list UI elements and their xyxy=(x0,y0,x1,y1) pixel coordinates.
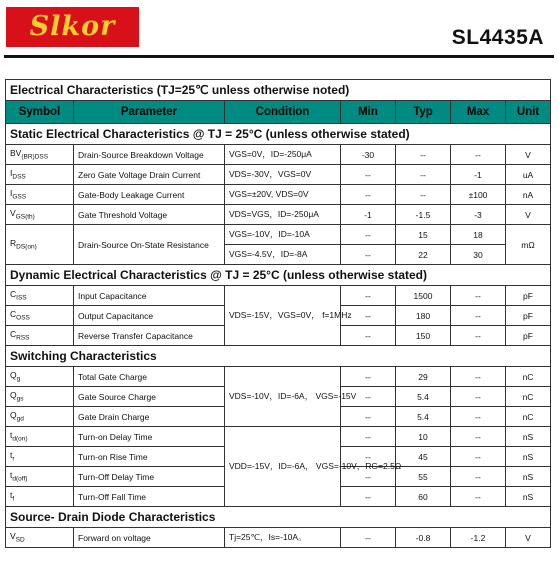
unit-cell: nS xyxy=(506,487,551,507)
column-header: Typ xyxy=(396,101,451,124)
max-cell: 18 xyxy=(451,225,506,245)
symbol-cell xyxy=(6,306,74,326)
symbol-subscript: d(off) xyxy=(12,475,28,483)
unit-cell: nC xyxy=(506,387,551,407)
min-cell: -- xyxy=(341,407,396,427)
unit-cell: nS xyxy=(506,427,551,447)
section-row xyxy=(6,124,551,145)
table-row xyxy=(6,185,551,205)
parameter-cell: Gate Source Charge xyxy=(74,387,225,407)
min-cell: -- xyxy=(341,185,396,205)
symbol-cell xyxy=(6,225,74,265)
condition-cell: VGS=0V，ID=-250μA xyxy=(225,145,341,165)
unit-cell: nS xyxy=(506,467,551,487)
parameter-cell: Total Gate Charge xyxy=(74,367,225,387)
max-cell: -- xyxy=(451,387,506,407)
symbol-cell xyxy=(6,145,74,165)
symbol-text: Q xyxy=(10,370,17,381)
condition-cell: VDS=VGS，ID=-250μA xyxy=(225,205,341,225)
max-cell: -- xyxy=(451,427,506,447)
symbol-text: t xyxy=(10,470,13,481)
brand-logo xyxy=(6,7,139,47)
symbol-cell xyxy=(6,165,74,185)
symbol-text: I xyxy=(10,168,13,179)
typ-cell: 5.4 xyxy=(396,407,451,427)
symbol-cell xyxy=(6,467,74,487)
electrical-characteristics-table xyxy=(5,79,551,548)
column-header: Max xyxy=(451,101,506,124)
typ-cell: 45 xyxy=(396,447,451,467)
symbol-subscript: f xyxy=(12,495,15,503)
unit-cell: nA xyxy=(506,185,551,205)
column-header: Symbol xyxy=(6,101,74,124)
condition-cell: Tj=25℃，Is=-10A。 xyxy=(225,528,341,548)
condition-cell: VDD=-15V，ID=-6A， VGS=-10V，RG=2.5Ω xyxy=(225,427,341,507)
unit-cell: mΩ xyxy=(506,225,551,265)
min-cell: -- xyxy=(341,387,396,407)
typ-cell: -- xyxy=(396,165,451,185)
max-cell: -- xyxy=(451,306,506,326)
condition-cell: VGS=-10V，ID=-10A xyxy=(225,225,341,245)
parameter-cell: Turn-on Delay Time xyxy=(74,427,225,447)
section-row xyxy=(6,507,551,528)
section-title: Switching Characteristics xyxy=(6,346,551,367)
symbol-text: I xyxy=(10,188,13,199)
symbol-text: Q xyxy=(10,410,17,421)
symbol-subscript: RSS xyxy=(16,334,30,342)
table-row xyxy=(6,145,551,165)
parameter-cell: Reverse Transfer Capacitance xyxy=(74,326,225,346)
unit-cell: V xyxy=(506,205,551,225)
min-cell: -30 xyxy=(341,145,396,165)
max-cell: -- xyxy=(451,447,506,467)
symbol-text: R xyxy=(10,238,17,249)
max-cell: -1 xyxy=(451,165,506,185)
symbol-cell xyxy=(6,407,74,427)
typ-cell: -- xyxy=(396,185,451,205)
symbol-subscript: r xyxy=(12,455,15,463)
parameter-cell: Drain-Source Breakdown Voltage xyxy=(74,145,225,165)
section-title: Dynamic Electrical Characteristics @ TJ = 25°C (unless otherwise stated) xyxy=(6,265,551,286)
min-cell: -- xyxy=(341,245,396,265)
symbol-cell xyxy=(6,427,74,447)
parameter-cell: Input Capacitance xyxy=(74,286,225,306)
symbol-cell xyxy=(6,387,74,407)
typ-cell: 180 xyxy=(396,306,451,326)
max-cell: -- xyxy=(451,407,506,427)
table-row xyxy=(6,528,551,548)
table-row xyxy=(6,205,551,225)
typ-cell: 29 xyxy=(396,367,451,387)
unit-cell: nC xyxy=(506,407,551,427)
parameter-cell: Forward on voltage xyxy=(74,528,225,548)
unit-cell: pF xyxy=(506,326,551,346)
header-divider xyxy=(4,55,554,58)
symbol-text: t xyxy=(10,450,13,461)
column-header: Parameter xyxy=(74,101,225,124)
symbol-text: Q xyxy=(10,390,17,401)
symbol-text: C xyxy=(10,329,17,340)
unit-cell: V xyxy=(506,145,551,165)
parameter-cell: Gate-Body Leakage Current xyxy=(74,185,225,205)
min-cell: -- xyxy=(341,165,396,185)
min-cell: -- xyxy=(341,326,396,346)
symbol-subscript: OSS xyxy=(16,314,30,322)
condition-cell: VDS=-10V，ID=-6A， VGS=-15V xyxy=(225,367,341,427)
condition-cell: VDS=-30V，VGS=0V xyxy=(225,165,341,185)
symbol-subscript: g xyxy=(16,375,21,383)
table-row xyxy=(6,427,551,447)
parameter-cell: Output Capacitance xyxy=(74,306,225,326)
symbol-cell xyxy=(6,205,74,225)
max-cell: -- xyxy=(451,326,506,346)
symbol-cell xyxy=(6,487,74,507)
max-cell: -1.2 xyxy=(451,528,506,548)
parameter-cell: Zero Gate Voltage Drain Current xyxy=(74,165,225,185)
max-cell: -- xyxy=(451,467,506,487)
typ-cell: 15 xyxy=(396,225,451,245)
symbol-text: C xyxy=(10,289,17,300)
parameter-cell: Gate Drain Charge xyxy=(74,407,225,427)
min-cell: -- xyxy=(341,225,396,245)
min-cell: -- xyxy=(341,286,396,306)
symbol-subscript: gs xyxy=(16,395,24,403)
unit-cell: pF xyxy=(506,286,551,306)
section-title: Static Electrical Characteristics @ TJ = 25°C (unless otherwise stated) xyxy=(6,124,551,145)
symbol-subscript: DS(on) xyxy=(16,243,37,251)
min-cell: -- xyxy=(341,306,396,326)
column-header: Condition xyxy=(225,101,341,124)
unit-cell: uA xyxy=(506,165,551,185)
column-header: Min xyxy=(341,101,396,124)
max-cell: -3 xyxy=(451,205,506,225)
table-header-row xyxy=(6,101,551,124)
symbol-text: t xyxy=(10,490,13,501)
typ-cell: 55 xyxy=(396,467,451,487)
symbol-subscript: (BR)DSS xyxy=(21,153,49,161)
table-row xyxy=(6,367,551,387)
min-cell: -- xyxy=(341,367,396,387)
symbol-cell xyxy=(6,528,74,548)
column-header: Unit xyxy=(506,101,551,124)
unit-cell: pF xyxy=(506,306,551,326)
symbol-subscript: GS(th) xyxy=(15,213,35,221)
symbol-text: C xyxy=(10,309,17,320)
min-cell: -- xyxy=(341,427,396,447)
typ-cell: -1.5 xyxy=(396,205,451,225)
symbol-cell xyxy=(6,367,74,387)
typ-cell: -0.8 xyxy=(396,528,451,548)
parameter-cell: Turn-Off Delay Time xyxy=(74,467,225,487)
symbol-text: BV xyxy=(10,148,22,159)
condition-cell: VGS=±20V, VDS=0V xyxy=(225,185,341,205)
typ-cell: 1500 xyxy=(396,286,451,306)
symbol-cell xyxy=(6,286,74,306)
section-title: Source- Drain Diode Characteristics xyxy=(6,507,551,528)
part-number: SL4435A xyxy=(451,26,544,49)
unit-cell: V xyxy=(506,528,551,548)
typ-cell: 60 xyxy=(396,487,451,507)
min-cell: -- xyxy=(341,447,396,467)
min-cell: -- xyxy=(341,487,396,507)
min-cell: -- xyxy=(341,528,396,548)
max-cell: -- xyxy=(451,145,506,165)
typ-cell: 22 xyxy=(396,245,451,265)
max-cell: -- xyxy=(451,367,506,387)
section-row xyxy=(6,265,551,286)
symbol-subscript: ISS xyxy=(16,294,27,302)
table-row xyxy=(6,286,551,306)
max-cell: ±100 xyxy=(451,185,506,205)
symbol-subscript: SD xyxy=(15,536,25,544)
unit-cell: nC xyxy=(506,367,551,387)
symbol-cell xyxy=(6,326,74,346)
min-cell: -1 xyxy=(341,205,396,225)
table-row xyxy=(6,225,551,245)
max-cell: -- xyxy=(451,487,506,507)
typ-cell: 150 xyxy=(396,326,451,346)
typ-cell: -- xyxy=(396,145,451,165)
symbol-cell xyxy=(6,447,74,467)
typ-cell: 10 xyxy=(396,427,451,447)
condition-cell: VGS=-4.5V，ID=-8A xyxy=(225,245,341,265)
document-header xyxy=(0,0,558,60)
parameter-cell: Turn-Off Fall Time xyxy=(74,487,225,507)
section-row xyxy=(6,346,551,367)
symbol-subscript: gd xyxy=(16,415,24,423)
parameter-cell: Gate Threshold Voltage xyxy=(74,205,225,225)
symbol-subscript: DSS xyxy=(12,173,26,181)
parameter-cell: Drain-Source On-State Resistance xyxy=(74,225,225,265)
typ-cell: 5.4 xyxy=(396,387,451,407)
max-cell: -- xyxy=(451,286,506,306)
symbol-text: V xyxy=(10,531,16,542)
symbol-subscript: d(on) xyxy=(12,435,28,443)
logo-text: Slkor xyxy=(29,11,116,42)
unit-cell: nS xyxy=(506,447,551,467)
table-row xyxy=(6,165,551,185)
symbol-text: V xyxy=(10,208,16,219)
symbol-subscript: GSS xyxy=(12,193,27,201)
min-cell: -- xyxy=(341,467,396,487)
parameter-cell: Turn-on Rise Time xyxy=(74,447,225,467)
condition-cell: VDS=-15V，VGS=0V， f=1MHz xyxy=(225,286,341,346)
symbol-text: t xyxy=(10,430,13,441)
table-title: Electrical Characteristics (TJ=25℃ unless otherwise noted) xyxy=(6,80,551,101)
max-cell: 30 xyxy=(451,245,506,265)
symbol-cell xyxy=(6,185,74,205)
